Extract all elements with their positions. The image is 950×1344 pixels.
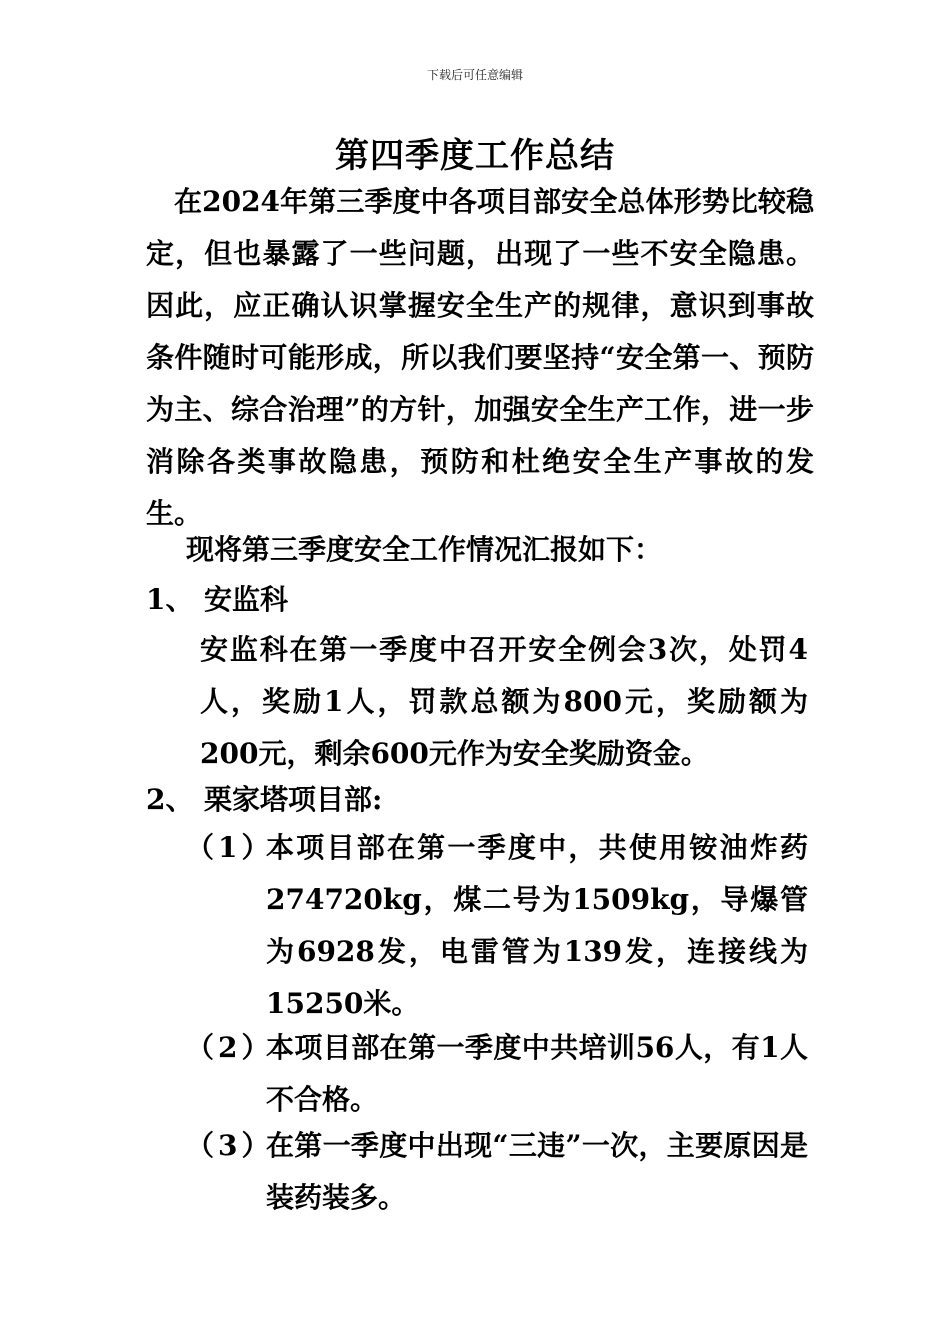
list-item-number: （2） [186, 1031, 274, 1064]
section-2-label: 栗家塔项目部: [204, 783, 383, 816]
section-2-number: 2、 [146, 783, 194, 816]
document-title: 第四季度工作总结 [335, 136, 615, 176]
list-item-number: （1） [186, 831, 274, 864]
section-1-label: 安监科 [204, 583, 289, 616]
list-item-text: 本项目部在第一季度中共培训56人，有1人不合格。 [266, 1031, 808, 1116]
intro-paragraph: 在2024年第三季度中各项目部安全总体形势比较稳定，但也暴露了一些问题，出现了一些不安全隐患。因此，应正确认识掌握安全生产的规律，意识到事故条件随时可能形成，所以我们要坚持“安全第一、预防为主、综合治理”的方针，加强安全生产工作，进一步消除各类事故隐患，预防和杜绝安全生产事故的发生。 [146, 185, 814, 530]
list-item-number: （3） [186, 1129, 274, 1162]
list-item-text: 本项目部在第一季度中，共使用铵油炸药274720kg，煤二号为1509kg，导爆管为6928发，电雷管为139发，连接线为15250米。 [266, 831, 808, 1020]
section-1-number: 1、 [146, 583, 194, 616]
report-intro-line: 现将第三季度安全工作情况汇报如下： [186, 533, 663, 566]
list-item-text: 在第一季度中出现“三违”一次，主要原因是装药装多。 [266, 1129, 808, 1214]
section-1-body: 安监科在第一季度中召开安全例会3次，处罚4人，奖励1人，罚款总额为800元，奖励额为200元，剩余600元作为安全奖励资金。 [200, 633, 808, 770]
header-note: 下载后可任意编辑 [426, 68, 523, 82]
